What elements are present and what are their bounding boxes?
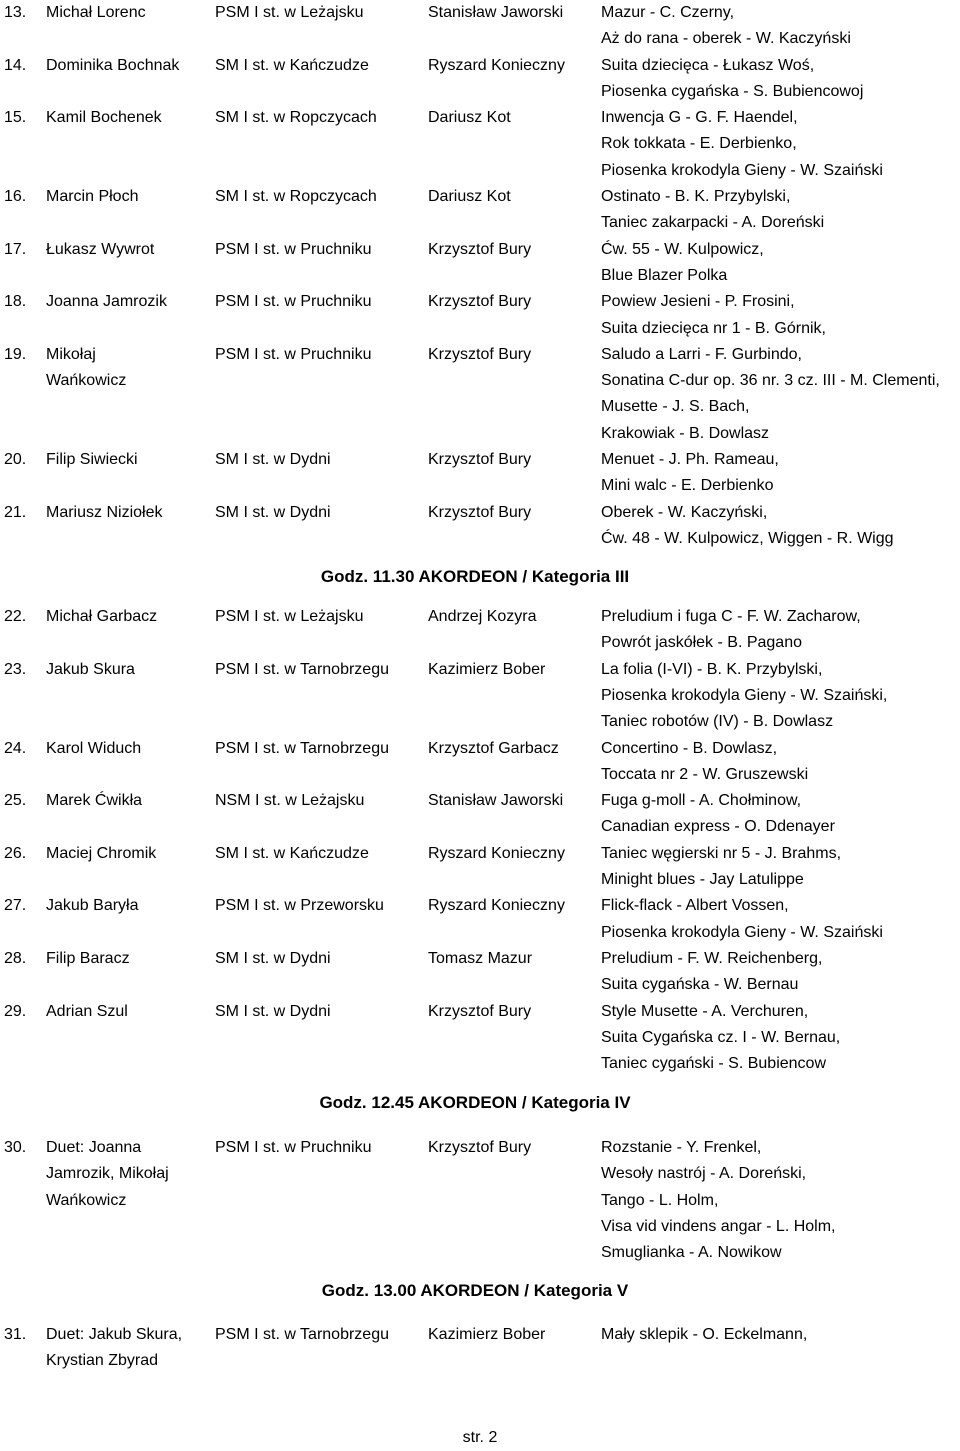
repertoire-line: Preludium i fuga C - F. W. Zacharow, [601,608,861,625]
entry-teacher: Dariusz Kot [428,188,511,206]
entry-name-line: Marcin Płoch [46,188,139,206]
entry-repertoire [601,999,960,1078]
repertoire-line: Mały sklepik - O. Eckelmann, [601,1326,808,1343]
repertoire-line: Tango - L. Holm, [601,1191,719,1209]
entry-school: SM I st. w Dydni [215,451,331,469]
entry-name [46,604,211,630]
entry-repertoire [601,657,960,736]
repertoire-line: Fuga g-moll - A. Chołminow, [601,792,802,810]
entry-number: 19. [4,345,27,363]
entry-name-line: Mikołaj [46,345,96,363]
entry-number: 23. [4,660,27,678]
entry-name [46,788,211,814]
repertoire-line: Suita Cygańska cz. I - W. Bernau, [601,1028,841,1046]
entry-teacher: Krzysztof Bury [428,345,532,363]
entry-name-line: Kamil Bochenek [46,109,162,127]
page-number: str. 2 [462,1429,498,1446]
repertoire-line: Suita dziecięca nr 1 - B. Górnik, [601,319,826,337]
entry-teacher: Dariusz Kot [428,109,511,127]
repertoire-line: Ćw. 55 - W. Kulpowicz, [601,240,764,258]
repertoire-line: Inwencja G - G. F. Haendel, [601,109,798,127]
entry-school: PSM I st. w Leżajsku [215,4,364,21]
table-row [0,184,960,237]
entry-name-line: Jakub Baryła [46,897,139,915]
section-heading: Godz. 11.30 AKORDEON / Kategoria III [320,567,630,586]
entry-number: 18. [4,293,27,311]
table-row [0,841,960,894]
entry-school: SM I st. w Kańczudze [215,56,369,74]
entry-number: 29. [4,1002,27,1020]
repertoire-line: Saludo a Larri - F. Gurbindo, [601,345,802,363]
table-row [0,342,960,447]
entry-name-line: Wańkowicz [46,372,127,390]
entry-teacher: Ryszard Konieczny [428,56,565,74]
entry-name-line: Joanna Jamrozik [46,293,167,311]
repertoire-line: Piosenka krokodyla Gieny - W. Szaiński, [601,686,888,704]
entry-teacher: Kazimierz Bober [428,660,546,678]
entry-name-line: Filip Siwiecki [46,451,138,469]
table-row [0,447,960,500]
entry-number: 27. [4,897,27,915]
entry-school: PSM I st. w Pruchniku [215,345,372,363]
entry-repertoire [601,105,960,184]
entry-school: SM I st. w Dydni [215,503,331,521]
entry-number: 14. [4,56,27,74]
entry-name [46,0,211,26]
entry-number: 22. [4,608,27,625]
entry-name [46,184,211,210]
entry-school: PSM I st. w Pruchniku [215,240,372,258]
repertoire-line: Mini walc - E. Derbienko [601,477,774,495]
entry-name [46,999,211,1025]
repertoire-line: Visa vid vindens angar - L. Holm, [601,1217,836,1235]
entry-teacher: Ryszard Konieczny [428,844,565,862]
entry-number: 20. [4,451,27,469]
table-row [0,289,960,342]
entry-repertoire [601,53,960,106]
table-row [0,1135,960,1267]
repertoire-line: Flick-flack - Albert Vossen, [601,897,789,915]
entry-school: PSM I st. w Tarnobrzegu [215,1326,389,1343]
entry-teacher: Krzysztof Bury [428,240,532,258]
repertoire-line: Mazur - C. Czerny, [601,4,735,21]
repertoire-line: Taniec robotów (IV) - B. Dowlasz [601,713,834,731]
entry-repertoire [601,841,960,894]
entry-teacher: Stanisław Jaworski [428,4,564,21]
entry-name-line: Karol Widuch [46,739,142,757]
repertoire-line: Musette - J. S. Bach, [601,398,750,416]
repertoire-line: Canadian express - O. Ddenayer [601,818,835,836]
repertoire-line: Piosenka krokodyla Gieny - W. Szaiński [601,923,883,941]
repertoire-line: Menuet - J. Ph. Rameau, [601,451,779,469]
repertoire-line: Toccata nr 2 - W. Gruszewski [601,765,809,783]
repertoire-line: Oberek - W. Kaczyński, [601,503,768,521]
table-row [0,0,960,53]
entry-name [46,893,211,919]
entry-repertoire [601,447,960,500]
table-row [0,946,960,999]
entry-name-line: Jakub Skura [46,660,135,678]
entry-school: SM I st. w Ropczycach [215,188,377,206]
entry-name-line: Jamrozik, Mikołaj [46,1165,169,1183]
table-row [0,500,960,553]
entry-name-line: Wańkowicz [46,1191,127,1209]
repertoire-line: Preludium - F. W. Reichenberg, [601,949,823,967]
entry-teacher: Kazimierz Bober [428,1326,546,1343]
entry-name-line: Filip Baracz [46,949,130,967]
repertoire-line: Ostinato - B. K. Przybylski, [601,188,791,206]
entry-repertoire [601,0,960,53]
entry-name [46,657,211,683]
entry-name [46,342,211,395]
entry-repertoire [601,289,960,342]
repertoire-line: Piosenka krokodyla Gieny - W. Szaiński [601,161,883,179]
entry-name-line: Duet: Joanna [46,1139,142,1156]
entry-number: 30. [4,1139,27,1156]
entry-repertoire [601,500,960,553]
entry-name-line: Michał Lorenc [46,4,146,21]
repertoire-line: Concertino - B. Dowlasz, [601,739,778,757]
entry-school: SM I st. w Dydni [215,1002,331,1020]
repertoire-line: Sonatina C-dur op. 36 nr. 3 cz. III - M. Clementi, [601,372,940,390]
entry-teacher: Tomasz Mazur [428,949,533,967]
section-heading: Godz. 13.00 AKORDEON / Kategoria V [321,1281,629,1300]
entry-teacher: Krzysztof Bury [428,1002,532,1020]
entry-teacher: Stanisław Jaworski [428,792,564,810]
repertoire-line: Suita cygańska - W. Bernau [601,976,799,994]
entry-name [46,237,211,263]
table-row [0,105,960,184]
entry-repertoire [601,237,960,290]
entry-teacher: Krzysztof Bury [428,503,532,521]
entry-teacher: Krzysztof Bury [428,293,532,311]
entry-repertoire [601,946,960,999]
entry-number: 16. [4,188,27,206]
repertoire-line: Powrót jaskółek - B. Pagano [601,634,802,652]
entry-school: PSM I st. w Tarnobrzegu [215,739,389,757]
repertoire-line: Blue Blazer Polka [601,266,728,284]
entry-name-line: Mariusz Niziołek [46,503,163,521]
repertoire-line: Rok tokkata - E. Derbienko, [601,135,797,153]
repertoire-line: Smuglianka - A. Nowikow [601,1244,782,1262]
entry-name-line: Marek Ćwikła [46,792,143,810]
entry-school: PSM I st. w Pruchniku [215,293,372,311]
entry-repertoire [601,1135,960,1266]
entry-name [46,447,211,473]
repertoire-line: Suita dziecięca - Łukasz Woś, [601,56,815,74]
entry-name [46,736,211,762]
table-row [0,657,960,736]
entry-school: PSM I st. w Leżajsku [215,608,364,625]
repertoire-line: Taniec cygański - S. Bubiencow [601,1055,826,1073]
entry-name [46,946,211,972]
entry-number: 26. [4,844,27,862]
repertoire-line: Minight blues - Jay Latulippe [601,870,804,888]
entry-number: 31. [4,1326,27,1343]
repertoire-line: Powiew Jesieni - P. Frosini, [601,293,795,311]
repertoire-line: Taniec węgierski nr 5 - J. Brahms, [601,844,842,862]
entry-name-line: Maciej Chromik [46,844,157,862]
table-row [0,237,960,290]
repertoire-line: Rozstanie - Y. Frenkel, [601,1139,762,1156]
entry-name-line: Michał Garbacz [46,608,158,625]
entry-name [46,500,211,526]
table-row [0,736,960,789]
entry-name [46,289,211,315]
table-row [0,1322,960,1375]
repertoire-line: Style Musette - A. Verchuren, [601,1002,809,1020]
entry-school: SM I st. w Dydni [215,949,331,967]
entry-name-line: Dominika Bochnak [46,56,180,74]
entry-name [46,1322,211,1375]
entry-number: 25. [4,792,27,810]
repertoire-line: Krakowiak - B. Dowlasz [601,424,770,442]
entry-repertoire [601,604,960,657]
table-row [0,604,960,657]
entry-number: 21. [4,503,27,521]
entry-name [46,53,211,79]
entry-repertoire [601,342,960,447]
repertoire-line: Ćw. 48 - W. Kulpowicz, Wiggen - R. Wigg [601,529,894,547]
table-row [0,893,960,946]
entry-repertoire [601,184,960,237]
table-row [0,53,960,106]
entry-repertoire [601,788,960,841]
entry-number: 17. [4,240,27,258]
repertoire-line: Wesoły nastrój - A. Doreński, [601,1165,807,1183]
table-row [0,788,960,841]
entry-repertoire [601,893,960,946]
repertoire-line: Aż do rana - oberek - W. Kaczyński [601,30,851,48]
entry-teacher: Krzysztof Garbacz [428,739,559,757]
entry-repertoire [601,736,960,789]
entry-school: SM I st. w Ropczycach [215,109,377,127]
entry-teacher: Ryszard Konieczny [428,897,565,915]
entry-name [46,841,211,867]
table-row [0,999,960,1078]
entry-name-line: Łukasz Wywrot [46,240,155,258]
entry-name-line: Adrian Szul [46,1002,128,1020]
entry-teacher: Krzysztof Bury [428,451,532,469]
repertoire-line: Piosenka cygańska - S. Bubiencowoj [601,82,864,100]
entry-name [46,1135,211,1214]
repertoire-line: La folia (I-VI) - B. K. Przybylski, [601,660,823,678]
entry-school: NSM I st. w Leżajsku [215,792,365,810]
entry-number: 24. [4,739,27,757]
repertoire-line: Taniec zakarpacki - A. Doreński [601,214,825,232]
entry-number: 15. [4,109,27,127]
entry-school: SM I st. w Kańczudze [215,844,369,862]
entry-name [46,105,211,131]
entry-teacher: Krzysztof Bury [428,1139,532,1156]
entry-school: PSM I st. w Przeworsku [215,897,384,915]
entry-number: 13. [4,4,27,21]
entry-school: PSM I st. w Pruchniku [215,1139,372,1156]
entry-school: PSM I st. w Tarnobrzegu [215,660,389,678]
entry-teacher: Andrzej Kozyra [428,608,537,625]
entry-number: 28. [4,949,27,967]
entry-name-line: Duet: Jakub Skura, [46,1326,183,1343]
entry-name-line: Krystian Zbyrad [46,1352,159,1370]
entry-repertoire [601,1322,960,1348]
section-heading: Godz. 12.45 AKORDEON / Kategoria IV [319,1093,631,1112]
